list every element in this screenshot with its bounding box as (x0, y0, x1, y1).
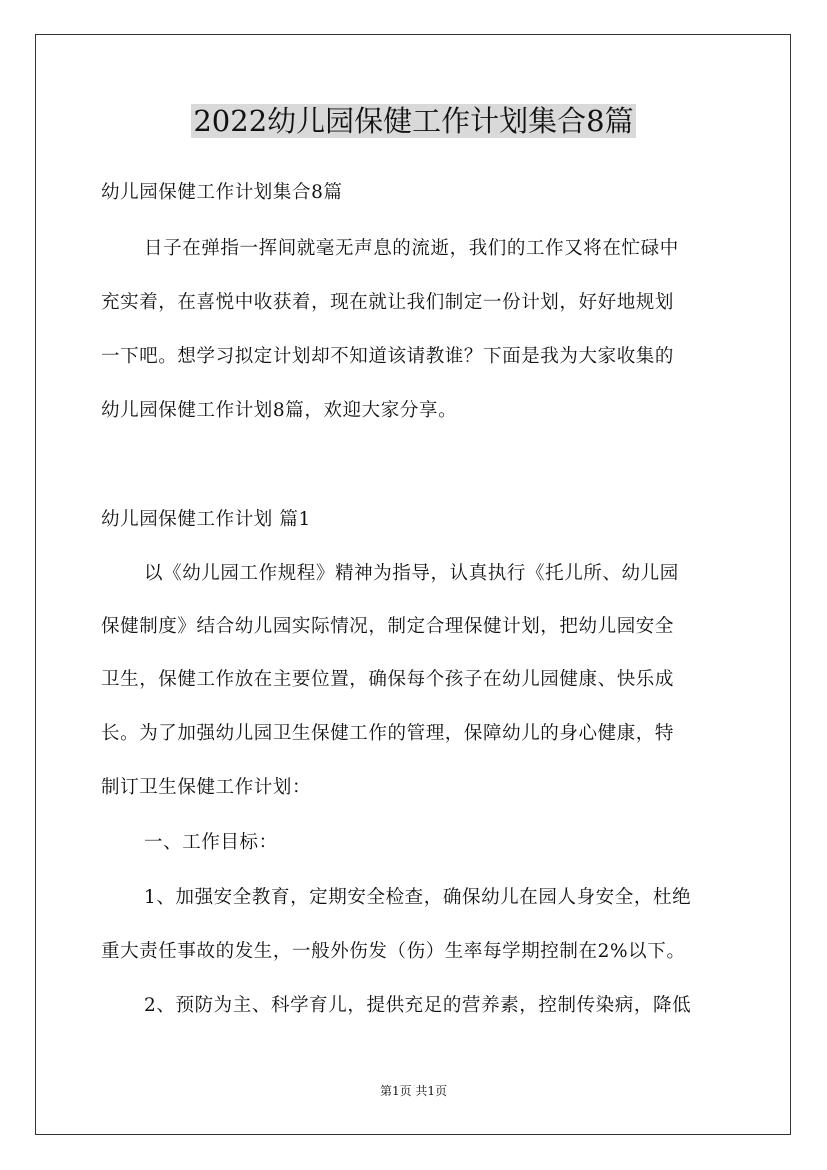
subtitle-line: 幼儿园保健工作计划集合8篇 (101, 182, 343, 203)
goal-item-1-line-2: 重大责任事故的发生，一般外伤发（伤）生率每学期控制在2%以下。 (101, 941, 686, 962)
intro-line-2: 充实着，在喜悦中收获着，现在就让我们制定一份计划，好好地规划 (101, 292, 675, 313)
goal-item-1-line-1: 1、加强安全教育，定期安全检查，确保幼儿在园人身安全，杜绝 (144, 887, 692, 908)
document-title: 2022幼儿园保健工作计划集合8篇 (193, 104, 634, 138)
intro-line-1: 日子在弹指一挥间就毫无声息的流逝，我们的工作又将在忙碌中 (144, 238, 679, 259)
body-line-4: 长。为了加强幼儿园卫生保健工作的管理，保障幼儿的身心健康，特 (101, 723, 675, 744)
goal-heading: 一、工作目标： (144, 832, 278, 853)
body-line-2: 保健制度》结合幼儿园实际情况，制定合理保健计划，把幼儿园安全 (101, 616, 675, 637)
section-heading: 幼儿园保健工作计划 篇1 (101, 509, 311, 530)
body-line-5: 制订卫生保健工作计划： (101, 777, 312, 798)
page-footer: 第1页 共1页 (379, 1084, 448, 1098)
goal-item-2-line-1: 2、预防为主、科学育儿，提供充足的营养素，控制传染病，降低 (144, 995, 692, 1016)
intro-line-3: 一下吧。想学习拟定计划却不知道该请教谁？下面是我为大家收集的 (101, 346, 675, 367)
body-line-3: 卫生，保健工作放在主要位置，确保每个孩子在幼儿园健康、快乐成 (101, 669, 675, 690)
body-line-1: 以《幼儿园工作规程》精神为指导，认真执行《托儿所、幼儿园 (144, 563, 679, 584)
intro-line-4: 幼儿园保健工作计划8篇，欢迎大家分享。 (101, 400, 458, 421)
